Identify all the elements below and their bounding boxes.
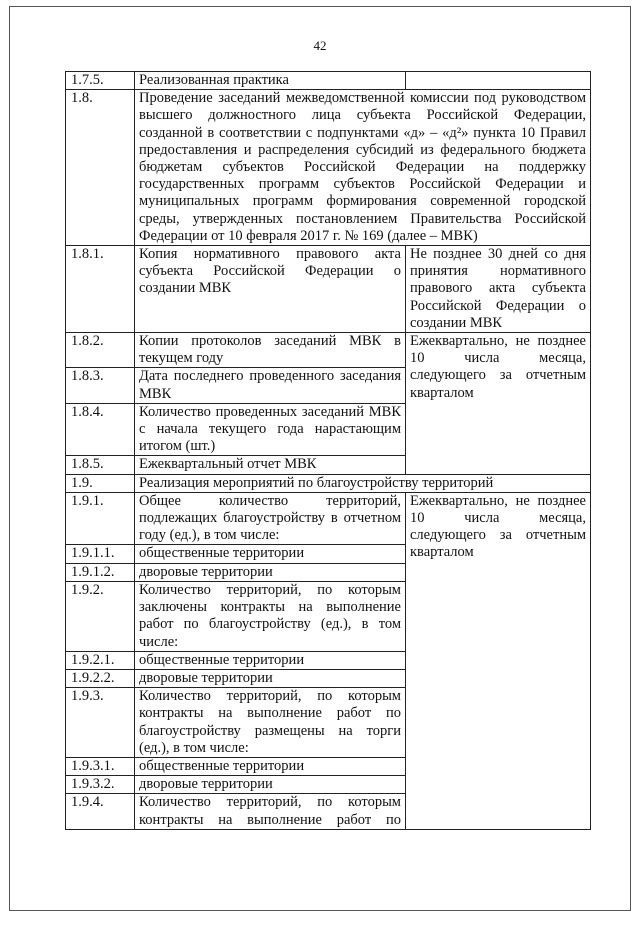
row-number: 1.8.4. (66, 403, 135, 456)
row-number: 1.9.3. (66, 688, 135, 758)
row-number: 1.9.4. (66, 794, 135, 829)
row-text: Реализованная практика (135, 72, 406, 90)
row-number: 1.9.2. (66, 581, 135, 651)
row-number: 1.9.1.2. (66, 563, 135, 581)
row-text: Количество территорий, по которым контракты на выполнение работ по (135, 794, 406, 829)
row-text: Общее количество территорий, подлежащих благоустройству в отчетном году (ед.), в том числе: (135, 492, 406, 545)
row-number: 1.9.1. (66, 492, 135, 545)
row-text: дворовые территории (135, 669, 406, 687)
row-number: 1.8.5. (66, 456, 135, 474)
row-deadline: Ежеквартально, не позднее 10 числа месяца, следующего за отчетным кварталом (406, 333, 591, 475)
table-row (66, 474, 591, 492)
row-number: 1.8.2. (66, 333, 135, 368)
table-row (66, 90, 591, 246)
table-row (66, 492, 591, 545)
row-text: общественные территории (135, 545, 406, 563)
monitoring-table (65, 71, 591, 830)
row-number: 1.8. (66, 90, 135, 246)
row-text: дворовые территории (135, 563, 406, 581)
row-text: Количество территорий, по которым заключены контракты на выполнение работ по благоустройству (ед.), в том числе: (135, 581, 406, 651)
document-page (9, 6, 631, 911)
row-number: 1.9. (66, 474, 135, 492)
table-row (66, 72, 591, 90)
row-text: дворовые территории (135, 776, 406, 794)
row-deadline: Ежеквартально, не позднее 10 числа месяца, следующего за отчетным кварталом (406, 492, 591, 829)
row-text: Дата последнего проведенного заседания МВК (135, 368, 406, 403)
row-deadline (406, 72, 591, 90)
table-row (66, 246, 591, 333)
table-row (66, 333, 591, 368)
row-number: 1.8.3. (66, 368, 135, 403)
row-number: 1.9.3.2. (66, 776, 135, 794)
row-text: Копия нормативного правового акта субъекта Российской Федерации о создании МВК (135, 246, 406, 333)
row-number: 1.9.3.1. (66, 757, 135, 775)
row-number: 1.7.5. (66, 72, 135, 90)
row-text: Количество территорий, по которым контракты на выполнение работ по благоустройству размещены на торги (ед.), в том числе: (135, 688, 406, 758)
row-text: Ежеквартальный отчет МВК (135, 456, 406, 474)
row-deadline: Не позднее 30 дней со дня принятия нормативного правового акта субъекта Российской Федерации о создании МВК (406, 246, 591, 333)
row-text: Реализация мероприятий по благоустройству территорий (135, 474, 591, 492)
page-number: 42 (313, 38, 327, 53)
row-text: Проведение заседаний межведомственной комиссии под руководством высшего должностного лица субъекта Российской Федерации, созданной в соответствии с подпунктами «д» – «д²» пункта 10 Правил предоставления и распределения субсидий из федерального бюджета бюджетам субъектов Российской Федерации на поддержку государственных программ субъектов Российской Федерации и муниципальных программ формирования современной городской среды, утвержденных постановлением Правительства Российской Федерации от 10 февраля 2017 г. № 169 (далее – МВК) (135, 90, 591, 246)
row-text: общественные территории (135, 757, 406, 775)
row-number: 1.8.1. (66, 246, 135, 333)
row-text: Количество проведенных заседаний МВК с начала текущего года нарастающим итогом (шт.) (135, 403, 406, 456)
row-number: 1.9.2.2. (66, 669, 135, 687)
row-number: 1.9.1.1. (66, 545, 135, 563)
row-text: общественные территории (135, 651, 406, 669)
row-text: Копии протоколов заседаний МВК в текущем году (135, 333, 406, 368)
row-number: 1.9.2.1. (66, 651, 135, 669)
